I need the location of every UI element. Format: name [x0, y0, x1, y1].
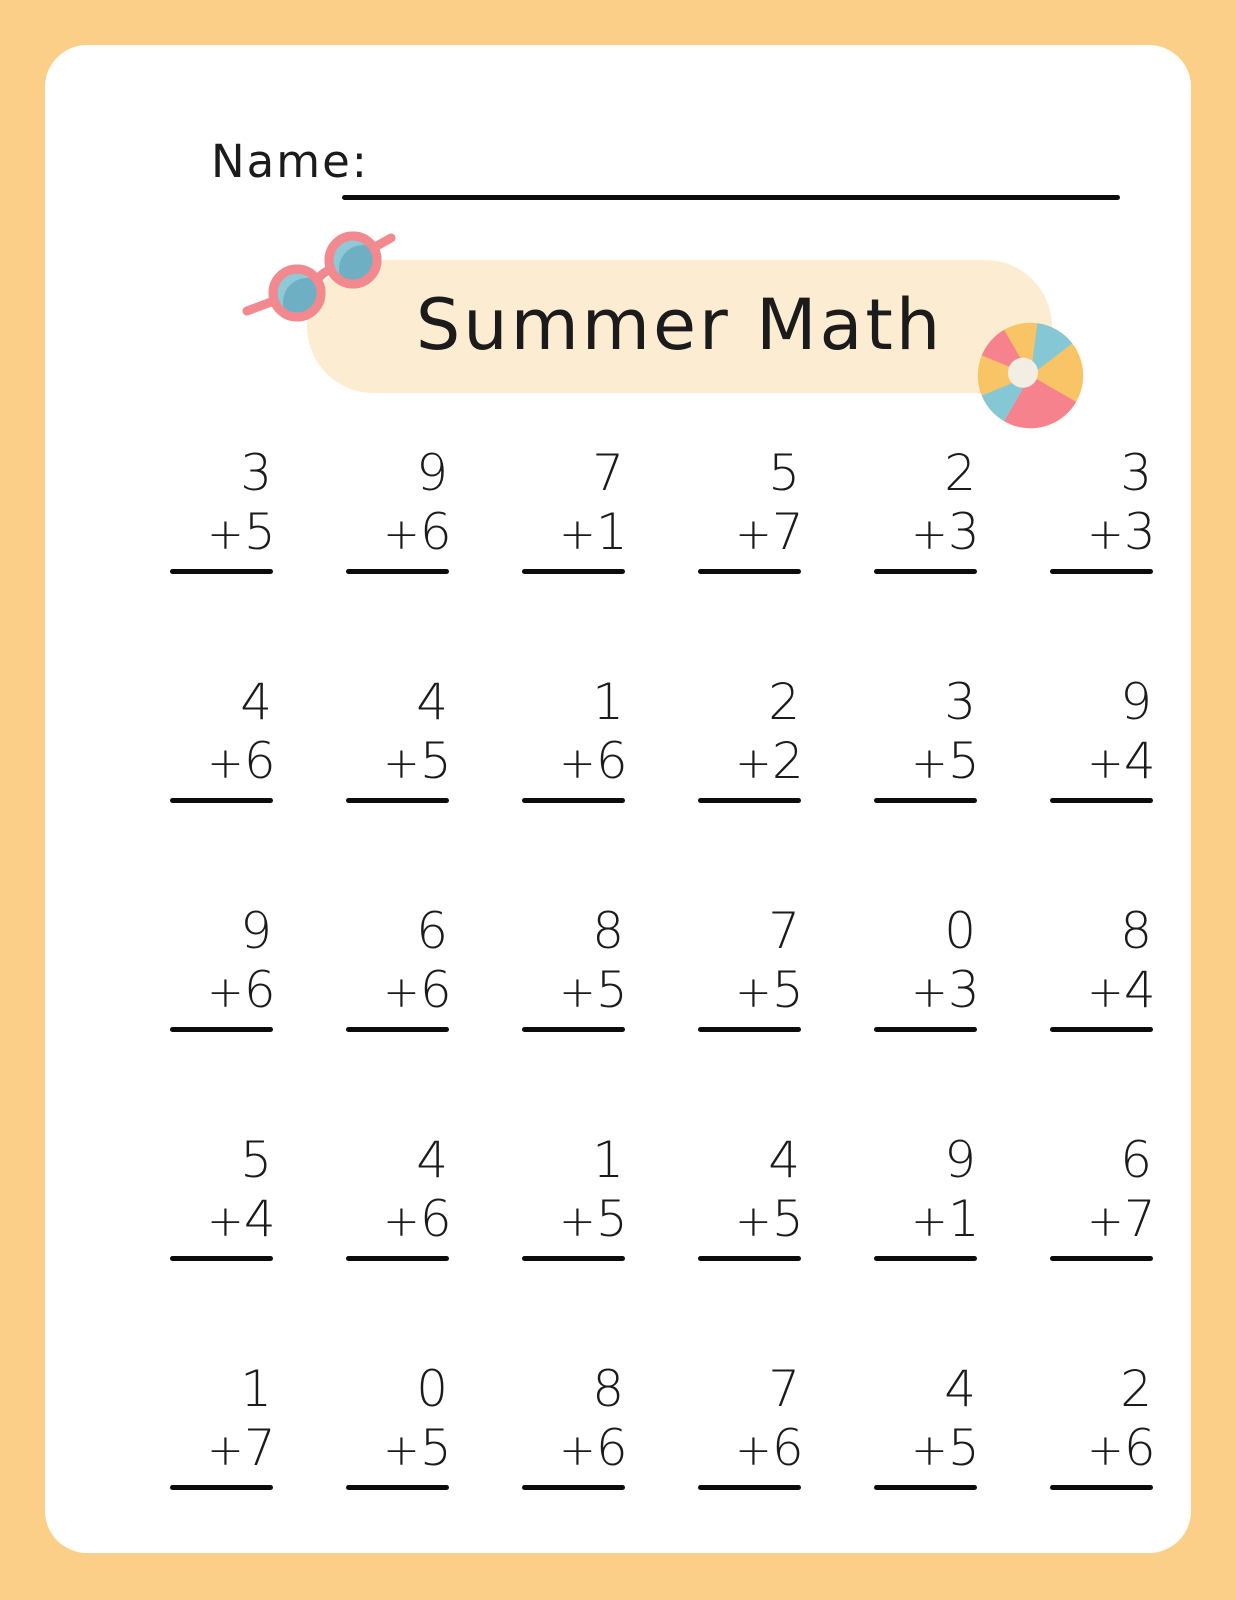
- problem-cell: [170, 444, 276, 574]
- plus-operator: +: [735, 1425, 772, 1476]
- problem-addend-row: [207, 1419, 276, 1477]
- plus-operator: +: [559, 509, 596, 560]
- problem-bottom-digit: 7: [771, 503, 804, 561]
- problem-top-digit: 5: [768, 444, 801, 502]
- plus-operator: +: [383, 509, 420, 560]
- problem-top-digit: 3: [240, 444, 273, 502]
- problem-cell: [170, 1131, 276, 1261]
- plus-operator: +: [911, 1196, 948, 1247]
- problem-top-digit: 4: [416, 673, 449, 731]
- problem-cell: [346, 444, 452, 574]
- problem-bottom-digit: 7: [243, 1419, 276, 1477]
- problem-bottom-digit: 6: [595, 732, 628, 790]
- problem-top-digit: 9: [944, 1131, 977, 1189]
- plus-operator: +: [911, 738, 948, 789]
- plus-operator: +: [1087, 509, 1124, 560]
- problem-bottom-digit: 5: [947, 1419, 980, 1477]
- plus-operator: +: [1087, 1425, 1124, 1476]
- plus-operator: +: [911, 967, 948, 1018]
- problem-bottom-digit: 6: [243, 961, 276, 1019]
- problem-top-digit: 0: [944, 902, 977, 960]
- problem-bottom-digit: 5: [419, 732, 452, 790]
- problem-cell: [698, 902, 804, 1032]
- problem-top-digit: 1: [592, 1131, 625, 1189]
- problem-addend-row: [911, 961, 980, 1019]
- problem-cell: [874, 1131, 980, 1261]
- answer-line: [874, 1256, 977, 1261]
- problem-cell: [170, 902, 276, 1032]
- problem-addend-row: [1087, 732, 1156, 790]
- answer-line: [1050, 1027, 1153, 1032]
- problem-cell: [874, 902, 980, 1032]
- answer-line: [1050, 798, 1153, 803]
- problem-addend-row: [207, 961, 276, 1019]
- answer-line: [698, 798, 801, 803]
- problem-bottom-digit: 5: [595, 961, 628, 1019]
- plus-operator: +: [207, 967, 244, 1018]
- problem-cell: [346, 902, 452, 1032]
- plus-operator: +: [735, 738, 772, 789]
- problem-bottom-digit: 5: [947, 732, 980, 790]
- name-blank-line: [342, 195, 1120, 200]
- problem-bottom-digit: 6: [419, 1190, 452, 1248]
- problem-cell: [522, 1360, 628, 1490]
- problem-cell: [698, 444, 804, 574]
- problem-top-digit: 3: [944, 673, 977, 731]
- problem-addend-row: [383, 732, 452, 790]
- problem-bottom-digit: 6: [419, 503, 452, 561]
- answer-line: [170, 1256, 273, 1261]
- problem-bottom-digit: 3: [947, 961, 980, 1019]
- problem-top-digit: 7: [768, 902, 801, 960]
- plus-operator: +: [207, 1425, 244, 1476]
- problem-addend-row: [911, 1419, 980, 1477]
- problem-cell: [874, 673, 980, 803]
- problem-addend-row: [911, 503, 980, 561]
- plus-operator: +: [735, 1196, 772, 1247]
- problem-cell: [522, 902, 628, 1032]
- plus-operator: +: [735, 967, 772, 1018]
- problem-addend-row: [1087, 961, 1156, 1019]
- plus-operator: +: [207, 1196, 244, 1247]
- problem-top-digit: 4: [240, 673, 273, 731]
- problem-bottom-digit: 4: [243, 1190, 276, 1248]
- problem-cell: [346, 673, 452, 803]
- problem-bottom-digit: 5: [595, 1190, 628, 1248]
- problem-top-digit: 8: [592, 1360, 625, 1418]
- answer-line: [1050, 1485, 1153, 1490]
- problem-addend-row: [559, 961, 628, 1019]
- problem-bottom-digit: 4: [1123, 961, 1156, 1019]
- plus-operator: +: [383, 1196, 420, 1247]
- problem-addend-row: [559, 1190, 628, 1248]
- sunglasses-icon: [225, 210, 410, 345]
- problem-top-digit: 2: [1120, 1360, 1153, 1418]
- answer-line: [522, 1485, 625, 1490]
- problem-addend-row: [911, 732, 980, 790]
- problem-addend-row: [559, 1419, 628, 1477]
- title-banner: [307, 260, 1052, 393]
- problem-addend-row: [559, 732, 628, 790]
- problem-cell: [346, 1131, 452, 1261]
- problem-addend-row: [735, 503, 804, 561]
- problem-addend-row: [1087, 1190, 1156, 1248]
- plus-operator: +: [559, 738, 596, 789]
- answer-line: [522, 1256, 625, 1261]
- worksheet-card: [45, 45, 1191, 1553]
- problem-addend-row: [207, 1190, 276, 1248]
- problem-addend-row: [207, 732, 276, 790]
- problem-cell: [170, 673, 276, 803]
- problem-cell: [170, 1360, 276, 1490]
- problem-bottom-digit: 6: [243, 732, 276, 790]
- plus-operator: +: [383, 967, 420, 1018]
- problem-cell: [1050, 673, 1156, 803]
- plus-operator: +: [911, 1425, 948, 1476]
- plus-operator: +: [911, 509, 948, 560]
- problem-addend-row: [559, 503, 628, 561]
- problem-top-digit: 2: [944, 444, 977, 502]
- problems-grid: [170, 444, 1156, 1490]
- answer-line: [346, 1485, 449, 1490]
- problem-cell: [1050, 444, 1156, 574]
- problem-top-digit: 7: [768, 1360, 801, 1418]
- problem-cell: [1050, 1131, 1156, 1261]
- plus-operator: +: [1087, 967, 1124, 1018]
- problem-addend-row: [383, 1190, 452, 1248]
- problem-addend-row: [383, 1419, 452, 1477]
- problem-cell: [874, 1360, 980, 1490]
- plus-operator: +: [1087, 738, 1124, 789]
- plus-operator: +: [207, 738, 244, 789]
- answer-line: [698, 569, 801, 574]
- answer-line: [346, 1256, 449, 1261]
- answer-line: [874, 1485, 977, 1490]
- answer-line: [874, 798, 977, 803]
- answer-line: [698, 1485, 801, 1490]
- answer-line: [346, 1027, 449, 1032]
- problem-bottom-digit: 5: [771, 961, 804, 1019]
- name-label: Name:: [211, 135, 369, 188]
- answer-line: [346, 798, 449, 803]
- plus-operator: +: [207, 509, 244, 560]
- problem-cell: [522, 444, 628, 574]
- problem-top-digit: 9: [1120, 673, 1153, 731]
- problem-bottom-digit: 7: [1123, 1190, 1156, 1248]
- answer-line: [522, 569, 625, 574]
- answer-line: [170, 1485, 273, 1490]
- plus-operator: +: [559, 1196, 596, 1247]
- problem-top-digit: 5: [240, 1131, 273, 1189]
- plus-operator: +: [735, 509, 772, 560]
- problem-top-digit: 6: [416, 902, 449, 960]
- problem-bottom-digit: 6: [595, 1419, 628, 1477]
- page-title: Summer Math: [415, 283, 944, 366]
- answer-line: [698, 1256, 801, 1261]
- problem-addend-row: [735, 961, 804, 1019]
- problem-cell: [874, 444, 980, 574]
- problem-top-digit: 4: [416, 1131, 449, 1189]
- problem-addend-row: [383, 961, 452, 1019]
- problem-bottom-digit: 6: [1123, 1419, 1156, 1477]
- problem-addend-row: [1087, 1419, 1156, 1477]
- problem-top-digit: 1: [240, 1360, 273, 1418]
- answer-line: [170, 798, 273, 803]
- problem-cell: [698, 1360, 804, 1490]
- problem-top-digit: 0: [416, 1360, 449, 1418]
- problem-addend-row: [207, 503, 276, 561]
- problem-cell: [1050, 902, 1156, 1032]
- problem-top-digit: 4: [944, 1360, 977, 1418]
- problem-bottom-digit: 5: [419, 1419, 452, 1477]
- problem-top-digit: 3: [1120, 444, 1153, 502]
- problem-bottom-digit: 3: [947, 503, 980, 561]
- problem-addend-row: [1087, 503, 1156, 561]
- plus-operator: +: [1087, 1196, 1124, 1247]
- answer-line: [874, 1027, 977, 1032]
- answer-line: [522, 1027, 625, 1032]
- problem-cell: [346, 1360, 452, 1490]
- problem-bottom-digit: 5: [243, 503, 276, 561]
- plus-operator: +: [559, 967, 596, 1018]
- problem-bottom-digit: 5: [771, 1190, 804, 1248]
- problem-bottom-digit: 6: [419, 961, 452, 1019]
- problem-addend-row: [735, 1419, 804, 1477]
- problem-addend-row: [735, 732, 804, 790]
- plus-operator: +: [559, 1425, 596, 1476]
- answer-line: [874, 569, 977, 574]
- problem-bottom-digit: 4: [1123, 732, 1156, 790]
- answer-line: [170, 569, 273, 574]
- problem-top-digit: 1: [592, 673, 625, 731]
- answer-line: [698, 1027, 801, 1032]
- problem-top-digit: 6: [1120, 1131, 1153, 1189]
- problem-top-digit: 4: [768, 1131, 801, 1189]
- problem-bottom-digit: 1: [947, 1190, 980, 1248]
- problem-addend-row: [735, 1190, 804, 1248]
- answer-line: [522, 798, 625, 803]
- problem-cell: [698, 1131, 804, 1261]
- problem-top-digit: 7: [592, 444, 625, 502]
- beach-ball-icon: [974, 319, 1087, 432]
- plus-operator: +: [383, 1425, 420, 1476]
- problem-top-digit: 2: [768, 673, 801, 731]
- problem-bottom-digit: 1: [595, 503, 628, 561]
- problem-cell: [1050, 1360, 1156, 1490]
- problem-cell: [522, 1131, 628, 1261]
- problem-addend-row: [383, 503, 452, 561]
- problem-top-digit: 9: [240, 902, 273, 960]
- problem-top-digit: 9: [416, 444, 449, 502]
- problem-cell: [698, 673, 804, 803]
- problem-bottom-digit: 6: [771, 1419, 804, 1477]
- answer-line: [1050, 569, 1153, 574]
- problem-top-digit: 8: [592, 902, 625, 960]
- answer-line: [346, 569, 449, 574]
- plus-operator: +: [383, 738, 420, 789]
- problem-bottom-digit: 2: [771, 732, 804, 790]
- problem-top-digit: 8: [1120, 902, 1153, 960]
- problem-cell: [522, 673, 628, 803]
- answer-line: [1050, 1256, 1153, 1261]
- answer-line: [170, 1027, 273, 1032]
- problem-addend-row: [911, 1190, 980, 1248]
- problem-bottom-digit: 3: [1123, 503, 1156, 561]
